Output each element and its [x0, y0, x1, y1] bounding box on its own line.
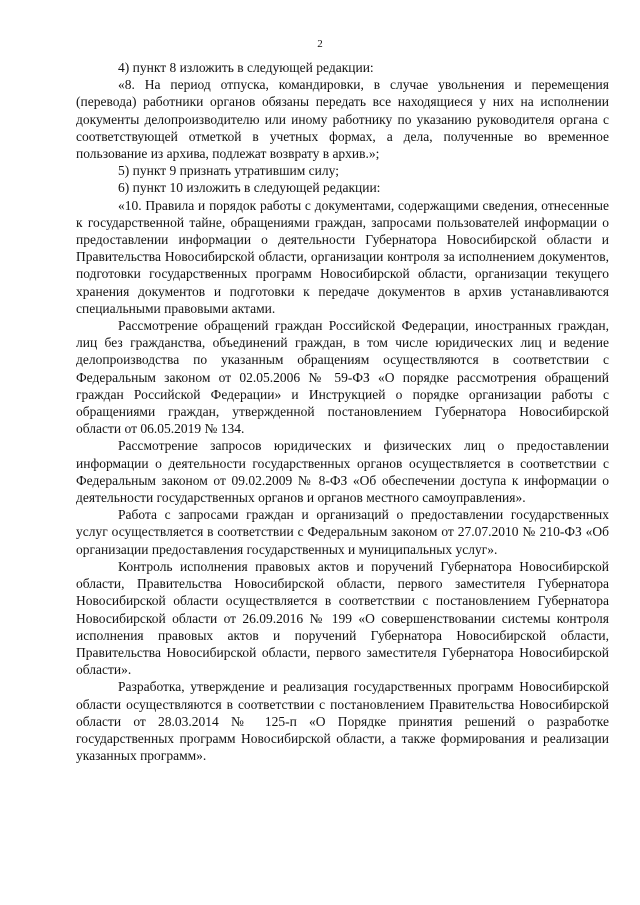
paragraph-citizen-appeals: Рассмотрение обращений граждан Российской Федерации, иностранных граждан, лиц без гражданства, объединений граждан, в том числе юридических лиц и ведение делопроизводства по указанным обращениям осуществляются в соответствии с Федеральным законом от 02.05.2006 № 59-ФЗ «О порядке рассмотрения обращений граждан Российской Федерации» и Инструкцией о порядке организации работы с обращениями граждан, утвержденной постановлением Губернатора Новосибирской области от 06.05.2019 № 134.	[76, 318, 609, 437]
paragraph-amend-item-10-intro: 6) пункт 10 изложить в следующей редакции:	[118, 180, 381, 196]
paragraph-execution-control: Контроль исполнения правовых актов и поручений Губернатора Новосибирской области, Правительства Новосибирской области, первого заместителя Губернатора Новосибирской области осуществляется в соответствии с постановлением Губернатора Новосибирской области от 26.09.2016 № 199 «О совершенствовании системы контроля исполнения правовых актов и поручений Губернатора Новосибирской области, Правительства Новосибирской области, первого заместителя Губернатора Новосибирской области».	[76, 558, 609, 678]
paragraph-public-services-requests: Работа с запросами граждан и организаций о предоставлении государственных услуг осуществляется в соответствии с Федеральным законом от 27.07.2010 № 210-ФЗ «Об организации предоставления государственных и муниципальных услуг».	[76, 507, 609, 557]
page-number: 2	[317, 38, 323, 50]
paragraph-item-8-text: «8. На период отпуска, командировки, в случае увольнения и перемещения (перевода) работники органов обязаны передать все находящиеся у них на исполнении документы делопроизводителю или иному работнику по указанию руководителя органа с соответствующей отметкой в учетных формах, а дела, полученные во временное пользование из архива, подлежат возврату в архив.»;	[76, 77, 609, 162]
paragraph-item-9-repeal: 5) пункт 9 признать утратившим силу;	[118, 163, 339, 179]
paragraph-state-programs: Разработка, утверждение и реализация государственных программ Новосибирской области осуществляются в соответствии с постановлением Правительства Новосибирской области от 28.03.2014 № 125-п «О Порядке принятия решений о разработке государственных программ Новосибирской области, а также формирования и реализации указанных программ».	[76, 679, 609, 764]
paragraph-item-10-rules: «10. Правила и порядок работы с документами, содержащими сведения, отнесенные к государственной тайне, обращениями граждан, запросами пользователей информации о предоставлении информации о деятельности Губернатора Новосибирской области и Правительства Новосибирской области, организации контроля за исполнением документов, подготовки государственных программ Новосибирской области, организации текущего хранения документов и подготовки к передаче документов в архив устанавливаются специальными правовыми актами.	[76, 197, 609, 316]
paragraph-amend-item-8-intro: 4) пункт 8 изложить в следующей редакции:	[118, 60, 374, 75]
paragraph-information-requests: Рассмотрение запросов юридических и физических лиц о предоставлении информации о деятельности государственных органов осуществляется в соответствии с Федеральным законом от 09.02.2009 № 8-ФЗ «Об обеспечении доступа к информации о деятельности государственных органов и органов местного самоуправления».	[76, 438, 609, 506]
document-body	[76, 59, 609, 764]
